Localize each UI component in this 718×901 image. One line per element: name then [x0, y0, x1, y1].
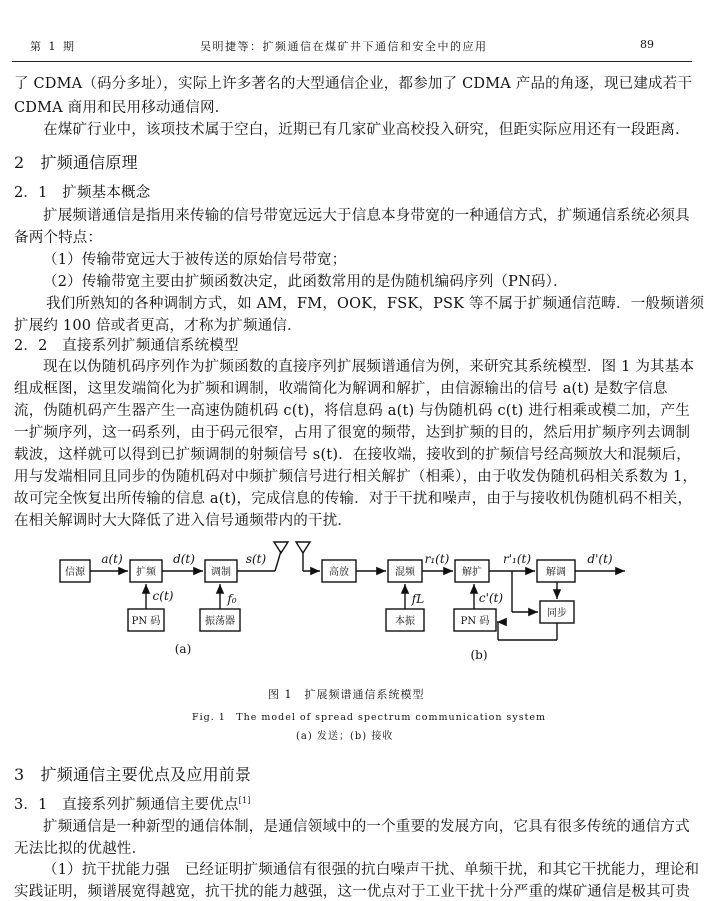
signal-fL: fL — [411, 592, 425, 606]
page-header — [0, 0, 718, 62]
spread-label: 扩频 — [136, 567, 156, 578]
section-heading: 3 扩频通信主要优点及应用前景 — [14, 765, 252, 784]
signal-c-tx: c(t) — [152, 589, 174, 603]
paragraph-line: 扩展频谱通信是指用来传输的信号带宽远远大于信息本身带宽的一种通信方式，扩频通信系统必须具 — [43, 208, 690, 224]
paragraph-line: 流，伪随机码产生器产生一高速伪随机码 c(t)，将信息码 a(t) 与伪随机码 c(t) 进行相乘或模二加，产生 — [14, 403, 691, 419]
subfigure-label-b: (b) — [470, 648, 488, 662]
pn-tx-label: PN 码 — [131, 616, 161, 627]
paragraph-line: 无法比拟的优越性． — [14, 841, 147, 857]
paragraph-line: 扩频通信是一种新型的通信体制，是通信领域中的一个重要的发展方向，它具有很多传统的通信方式 — [43, 819, 690, 835]
paragraph-line: 用与发端相同且同步的伪随机码对中频扩频信号进行相关解扩（相乘），由于收发伪随机码相关系数为 1， — [14, 469, 698, 485]
paragraph-line: 在煤矿行业中，该项技术属于空白，近期已有几家矿业高校投入研究，但距实际应用还有一段距离． — [43, 122, 690, 138]
citation-ref: [1] — [238, 796, 251, 806]
signal-a: a(t) — [101, 552, 123, 566]
page-number: 89 — [640, 38, 654, 51]
subfigure-label-a: (a) — [174, 642, 192, 656]
paragraph-line: 组成框图，这里发端简化为扩频和调制，收端简化为解调和解扩，由信源输出的信号 a(t) 是数字信息 — [14, 381, 668, 397]
subsection-heading: 2．2 直接系列扩频通信系统模型 — [14, 338, 239, 354]
signal-s: s(t) — [245, 552, 267, 566]
local-osc-label: 本振 — [395, 616, 415, 627]
signal-f0: f₀ — [227, 592, 237, 606]
paragraph-line: CDMA 商用和民用移动通信网． — [14, 100, 230, 116]
signal-r1p: r'₁(t) — [502, 552, 532, 566]
signal-c-rx: c'(t) — [478, 591, 504, 605]
paragraph-line: 实践证明，频谱展宽得越宽，抗干扰的能力越强，这一优点对于工业干扰十分严重的煤矿通信是极其可贵 — [14, 884, 691, 900]
paragraph-line: 扩展约 100 倍或者更高，才称为扩频通信． — [14, 318, 302, 334]
hf-amp-label: 高放 — [329, 567, 349, 578]
block-diagram — [0, 530, 718, 680]
header-rule — [12, 61, 692, 62]
list-item: （1）传输带宽远大于被传送的原始信号带宽； — [43, 252, 347, 268]
modulate-label: 调制 — [211, 567, 231, 578]
paragraph-line: 了 CDMA（码分多址），实际上许多著名的大型通信企业，都参加了 CDMA 产品的角逐，现已建成若干 — [14, 76, 693, 92]
paragraph-line: （1）抗干扰能力强 已经证明扩频通信有很强的抗白噪声干扰、单频干扰，和其它干扰能力，理论和 — [43, 862, 700, 878]
source-label: 信源 — [65, 567, 85, 578]
mixer-label: 混频 — [395, 567, 415, 578]
figure-caption-en: Fig. 1 The model of spread spectrum communication system — [192, 712, 547, 723]
figure-caption-cn: 图 1 扩展频谱通信系统模型 — [268, 688, 425, 701]
paragraph-line: 现在以伪随机码序列作为扩频函数的直接序列扩展频谱通信为例，来研究其系统模型．图 1 为其基本 — [43, 359, 695, 375]
paragraph-line: 在相关解调时大大降低了进入信号通频带内的干扰． — [14, 513, 353, 529]
paragraph-line: 故可完全恢复出所传输的信息 a(t)，完成信息的传输．对于干扰和噪声，由于与接收机伪随机码不相关， — [14, 491, 693, 507]
running-title: 吴明捷等：扩频通信在煤矿井下通信和安全中的应用 — [200, 40, 488, 53]
oscillator-label: 振荡器 — [205, 616, 235, 627]
section-heading: 2 扩频通信原理 — [14, 153, 138, 172]
subsection-title: 3．1 直接系列扩频通信主要优点 — [14, 797, 239, 813]
signal-d-tx: d(t) — [173, 552, 195, 566]
despread-label: 解扩 — [462, 567, 482, 578]
figure-caption-sub: (a) 发送；(b) 接收 — [296, 731, 394, 742]
signal-d-out: d'(t) — [587, 552, 613, 566]
paragraph-line: 备两个特点： — [14, 230, 103, 246]
subsection-heading — [14, 793, 251, 814]
issue-label: 第 1 期 — [30, 40, 76, 53]
paragraph-line: 载波，这样就可以得到已扩频调制的射频信号 s(t)．在接收端，接收到的扩频信号经高频放大和混频后， — [14, 447, 691, 463]
demod-label: 解调 — [546, 567, 566, 578]
pn-rx-label: PN 码 — [460, 616, 490, 627]
paragraph-line: 我们所熟知的各种调制方式，如 AM，FM，OOK，FSK，PSK 等不属于扩频通信范畴．一般频谱须 — [46, 296, 705, 312]
signal-r1: r₁(t) — [424, 552, 450, 566]
sync-label: 同步 — [547, 608, 567, 619]
list-item: （2）传输带宽主要由扩频函数决定，此函数常用的是伪随机编码序列（PN码）． — [43, 274, 568, 290]
subsection-heading: 2．1 扩频基本概念 — [14, 185, 151, 201]
paragraph-line: 一扩频序列，这一码系列，由于码元很窄，占用了很宽的频带，达到扩频的目的，然后用扩频序列去调制 — [14, 425, 691, 441]
